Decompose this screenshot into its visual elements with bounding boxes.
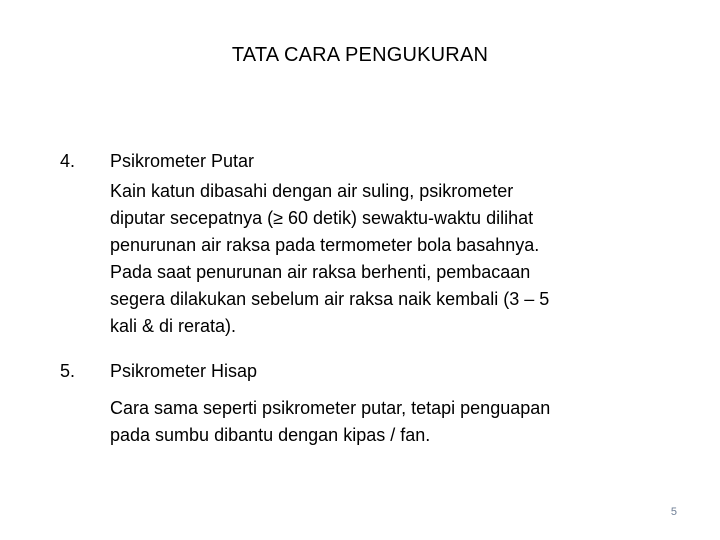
- item-body: Cara sama seperti psikrometer putar, tetapi penguapan pada sumbu dibantu dengan kipas / fan.: [110, 398, 551, 445]
- slide-title: TATA CARA PENGUKURAN: [231, 44, 489, 66]
- item-number: 4.: [60, 151, 76, 171]
- page-number: 5: [670, 506, 677, 518]
- item-number: 5.: [60, 361, 76, 381]
- item-heading: Psikrometer Putar: [110, 151, 255, 171]
- item-body: Kain katun dibasahi dengan air suling, psikrometer diputar secepatnya (≥ 60 detik) sewaktu-waktu dilihat penurunan air raksa pada termometer bola basahnya. Pada saat penurunan air raksa berhenti, pembacaan segera dilakukan sebelum air raksa naik kembali (3 – 5 kali & di rerata).: [110, 181, 550, 336]
- item-heading: Psikrometer Hisap: [110, 361, 258, 381]
